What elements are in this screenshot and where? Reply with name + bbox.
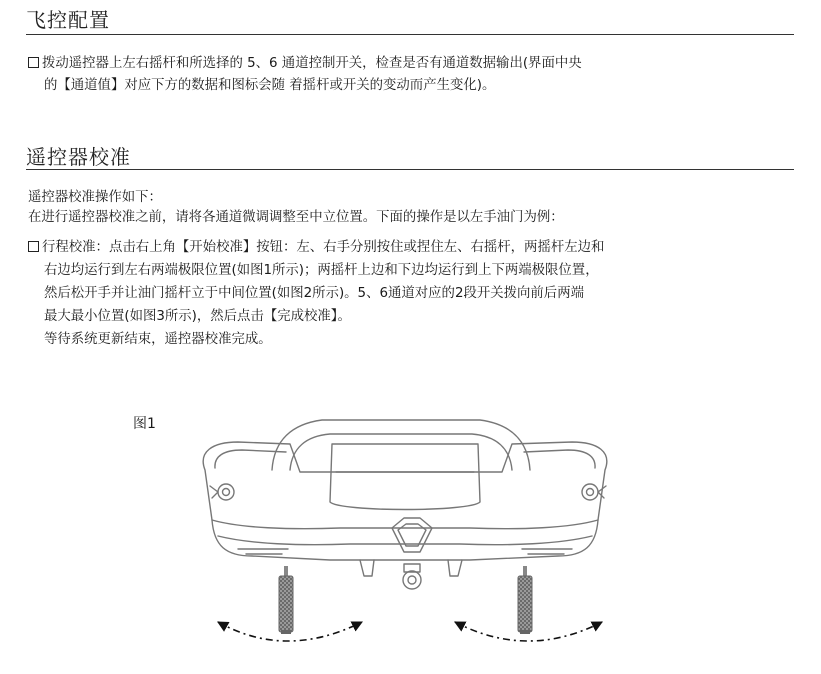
paragraph-line: 遥控器校准操作如下： <box>28 190 162 205</box>
section-title-flight-config: 飞控配置 <box>26 8 110 32</box>
paragraph-line: 在进行遥控器校准之前，请将各通道微调调整至中立位置。下面的操作是以左手油门为例： <box>28 210 564 225</box>
paragraph-line: 等待系统更新结束，遥控器校准完成。 <box>44 332 272 347</box>
paragraph-line: 拨动遥控器上左右摇杆和所选择的 5、6 通道控制开关，检查是否有通道数据输出(界面中央 <box>42 56 582 71</box>
paragraph-line: 最大最小位置(如图3所示)，然后点击【完成校准】。 <box>44 309 351 324</box>
paragraph-line: 的【通道值】对应下方的数据和图标会随 着摇杆或开关的变动而产生变化)。 <box>44 78 496 93</box>
paragraph-line: 行程校准：点击右上角【开始校准】按钮：左、右手分别按住或捏住左、右摇杆，两摇杆左边和 <box>42 240 605 255</box>
paragraph-line: 右边均运行到左右两端极限位置(如图1所示)；两摇杆上边和下边均运行到上下两端极限位置， <box>44 263 599 278</box>
left-stick <box>279 566 293 634</box>
paragraph-line: 然后松开手并让油门摇杆立于中间位置(如图2所示)。5、6通道对应的2段开关拨向前后两端 <box>44 286 584 301</box>
right-stick <box>518 566 532 634</box>
figure-label: 图1 <box>133 416 156 432</box>
section-title-rc-calibration: 遥控器校准 <box>26 145 131 169</box>
